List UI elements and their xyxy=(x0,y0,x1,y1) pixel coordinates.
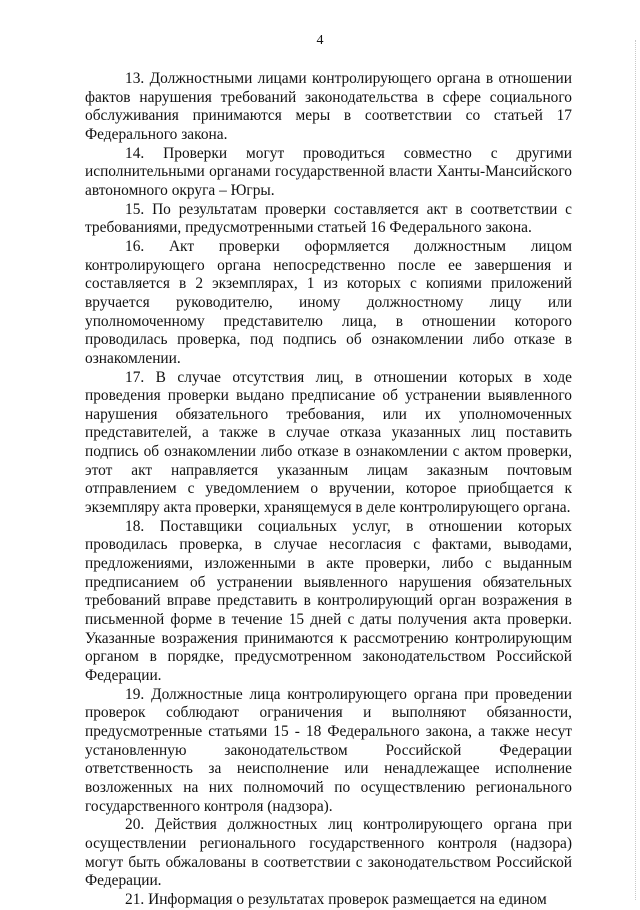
paragraph-18: 18. Поставщики социальных услуг, в отношении которых проводилась проверка, в случае несогласия с фактами, выводами, предложениями, изложенными в акте проверки, либо с выданным предписанием об устранении выявленного нарушения обязательных требований вправе представить в контролирующий орган возражения в письменной форме в течение 15 дней с даты получения акта проверки. Указанные возражения принимаются к рассмотрению контролирующим органом в порядке, предусмотренном законодательством Российской Федерации. xyxy=(85,517,572,684)
document-body xyxy=(85,70,572,910)
paragraph-15: 15. По результатам проверки составляется акт в соответствии с требованиями, предусмотренными статьей 16 Федерального закона. xyxy=(85,200,572,237)
paragraph-21: 21. Информация о результатах проверок размещается на едином xyxy=(125,890,547,908)
paragraph-14: 14. Проверки могут проводиться совместно с другими исполнительными органами государственной власти Ханты-Мансийского автономного округа – Югры. xyxy=(85,144,572,199)
paragraph-13: 13. Должностными лицами контролирующего органа в отношении фактов нарушения требований законодательства в сфере социального обслуживания принимаются меры в соответствии со статьей 17 Федерального закона. xyxy=(85,70,572,143)
scan-edge-mark xyxy=(632,40,636,900)
paragraph-16: 16. Акт проверки оформляется должностным лицом контролирующего органа непосредственно после ее завершения и составляется в 2 экземплярах, 1 из которых с копиями приложений вручается руководителю, иному должностному лицу или уполномоченному представителю лица, в отношении которого проводилась проверка, под подпись об ознакомлении либо отказе в ознакомлении. xyxy=(85,237,572,367)
paragraph-19: 19. Должностные лица контролирующего органа при проведении проверок соблюдают ограничения и выполняют обязанности, предусмотренные статьями 15 - 18 Федерального закона, а также несут установленную законодательством Российской Федерации ответственность за неисполнение или ненадлежащее исполнение возложенных на них полномочий по осуществлению регионального государственного контроля (надзора). xyxy=(85,685,572,815)
paragraph-20: 20. Действия должностных лиц контролирующего органа при осуществлении регионального государственного контроля (надзора) могут быть обжалованы в соответствии с законодательством Российской Федерации. xyxy=(85,816,572,890)
page-number: 4 xyxy=(316,33,324,48)
paragraph-17: 17. В случае отсутствия лиц, в отношении которых в ходе проведения проверки выдано предписание об устранении выявленного нарушения обязательного требования, или их уполномоченных представителей, а также в случае отказа указанных лиц поставить подпись об ознакомлении либо отказе в ознакомлении с актом проверки, этот акт направляется указанным лицам заказным почтовым отправлением с уведомлением о вручении, которое приобщается к экземпляру акта проверки, хранящемуся в деле контролирующего органа. xyxy=(85,368,572,517)
